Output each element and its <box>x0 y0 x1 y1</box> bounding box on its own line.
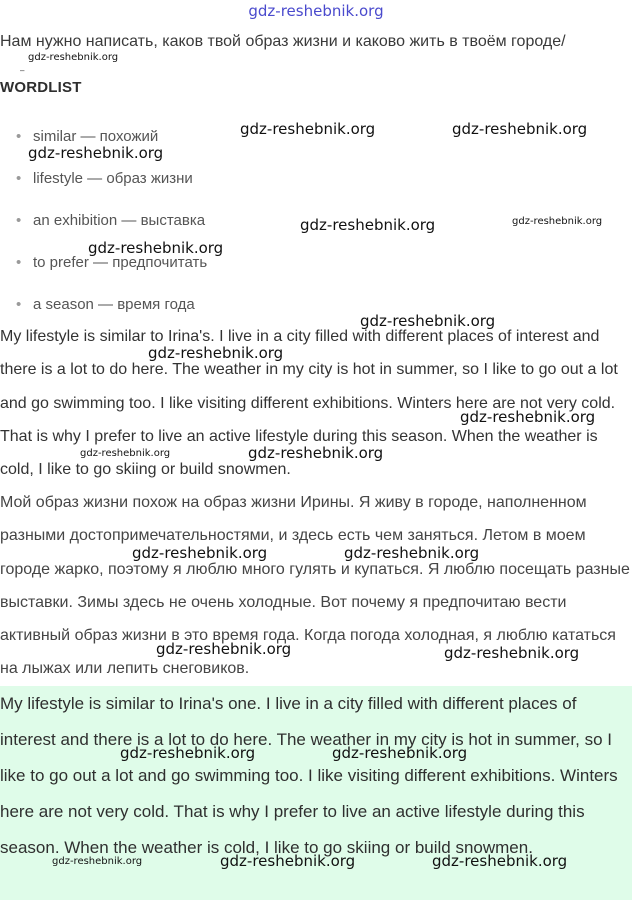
watermark: gdz-reshebnik.org <box>444 644 580 662</box>
watermark: gdz-reshebnik.org <box>300 216 436 234</box>
watermark: gdz-reshebnik.org <box>512 216 603 227</box>
wordlist-item-text: a season — время года <box>33 296 195 313</box>
watermark: gdz-reshebnik.org <box>148 344 284 362</box>
watermark: gdz-reshebnik.org <box>156 640 292 658</box>
paragraph-english: My lifestyle is similar to Irina's. I live in a city filled with different places of interest and there is a lot to do here. The weather in my city is hot in summer, so I like to go out a lot and go swimming too. I like visiting different exhibitions. Winters here are not very cold. That is why I prefer to live an active lifestyle during this season. When the weather is cold, I like to go skiing or build snowmen. <box>0 328 618 479</box>
wordlist-item-text: lifestyle — образ жизни <box>33 170 193 187</box>
site-header-link[interactable]: gdz-reshebnik.org <box>248 2 384 20</box>
wordlist-item <box>16 296 195 313</box>
divider-mark: – <box>20 66 25 75</box>
watermark: gdz-reshebnik.org <box>132 544 268 562</box>
wordlist-item-text: to prefer — предпочитать <box>33 254 208 271</box>
intro-text: Нам нужно написать, каков твой образ жизни и каково жить в твоём городе/ <box>0 33 566 50</box>
watermark: gdz-reshebnik.org <box>460 408 596 426</box>
watermark: gdz-reshebnik.org <box>452 120 588 138</box>
wordlist-item <box>16 212 205 229</box>
watermark: gdz-reshebnik.org <box>332 744 468 762</box>
watermark: gdz-reshebnik.org <box>240 120 376 138</box>
wordlist-item <box>16 128 158 145</box>
watermark: gdz-reshebnik.org <box>360 312 496 330</box>
watermark: gdz-reshebnik.org <box>28 144 164 162</box>
watermark: gdz-reshebnik.org <box>52 856 143 867</box>
watermark: gdz-reshebnik.org <box>120 744 256 762</box>
wordlist-item <box>16 170 193 187</box>
wordlist-heading: WORDLIST <box>0 79 82 96</box>
watermark: gdz-reshebnik.org <box>80 448 171 459</box>
watermark: gdz-reshebnik.org <box>344 544 480 562</box>
watermark: gdz-reshebnik.org <box>220 852 356 870</box>
answer-text: My lifestyle is similar to Irina's one. I live in a city filled with different places of interest and there is a lot to do here. The weather in my city is hot in summer, so I like to go out a lot and go swimming too. I like visiting different exhibitions. Winters here are not very cold. That is why I prefer to live an active lifestyle during this season. When the weather is cold, I like to go skiing or build snowmen. <box>0 694 618 857</box>
paragraph-russian: Мой образ жизни похож на образ жизни Ирины. Я живу в городе, наполненном разными достопримечательностями, и здесь есть чем заняться. Летом в моем городе жарко, поэтому я люблю много гулять и купаться. Я люблю посещать разные выставки. Зимы здесь не очень холодные. Вот почему я предпочитаю вести активный образ жизни в это время года. Когда погода холодная, я люблю кататься на лыжах или лепить снеговиков. <box>0 494 630 678</box>
watermark: gdz-reshebnik.org <box>432 852 568 870</box>
wordlist-item-text: similar — похожий <box>33 128 159 145</box>
wordlist-item-text: an exhibition — выставка <box>33 212 206 229</box>
watermark: gdz-reshebnik.org <box>28 52 119 63</box>
watermark: gdz-reshebnik.org <box>88 239 224 257</box>
watermark: gdz-reshebnik.org <box>248 444 384 462</box>
